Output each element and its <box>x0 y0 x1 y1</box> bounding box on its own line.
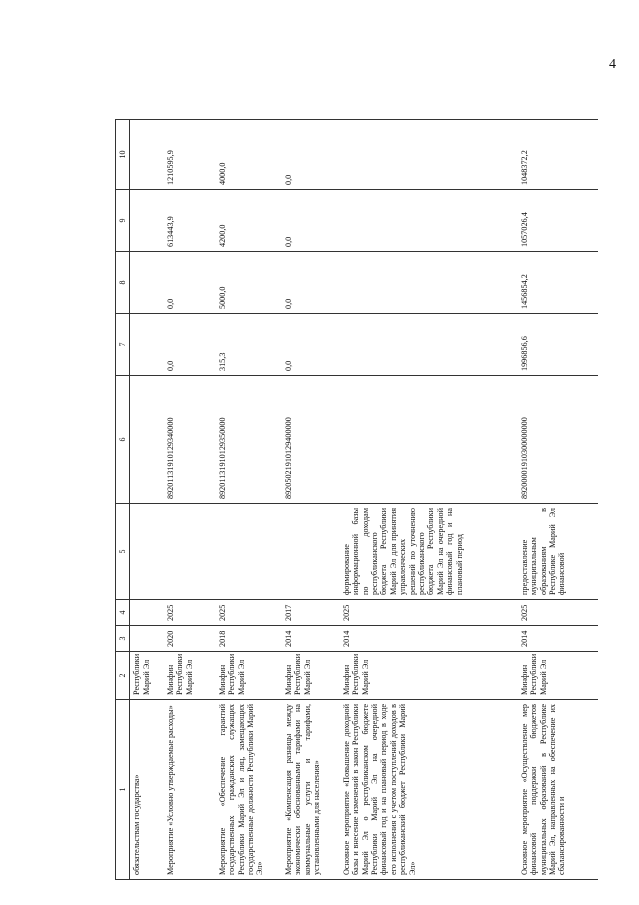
cell-value: 4000,0 <box>216 120 282 190</box>
cell-code: 89205021910129400000 <box>282 376 340 504</box>
column-header: 1 <box>116 700 130 880</box>
cell-result <box>282 504 340 600</box>
cell-result: предоставление муниципальным образованиям в Республике Марий Эл финансовой <box>518 504 598 600</box>
cell-value: 613443,9 <box>164 190 216 252</box>
table-row <box>282 120 340 880</box>
cell-value: 315,3 <box>216 314 282 376</box>
rotated-table-container <box>90 90 639 905</box>
column-header: 7 <box>116 314 130 376</box>
cell-value <box>130 252 164 314</box>
cell-value <box>130 314 164 376</box>
cell-executor: Минфин Республики Марий Эл <box>282 652 340 700</box>
column-header: 9 <box>116 190 130 252</box>
cell-executor: Минфин Республики Марий Эл <box>216 652 282 700</box>
cell-value <box>340 314 518 376</box>
cell-value <box>340 190 518 252</box>
table-row <box>340 120 518 880</box>
page-number: 4 <box>609 57 616 72</box>
cell-executor: Республики Марий Эл <box>130 652 164 700</box>
cell-value <box>130 120 164 190</box>
cell-value: 4200,0 <box>216 190 282 252</box>
cell-value <box>340 120 518 190</box>
column-header: 8 <box>116 252 130 314</box>
cell-start-year: 2014 <box>340 626 518 652</box>
table-row <box>216 120 282 880</box>
column-header: 2 <box>116 652 130 700</box>
cell-value: 1210595,9 <box>164 120 216 190</box>
cell-value: 0,0 <box>282 190 340 252</box>
cell-end-year <box>130 600 164 626</box>
cell-executor: Минфин Республики Марий Эл <box>340 652 518 700</box>
table-row <box>130 120 164 880</box>
cell-value: 5000,0 <box>216 252 282 314</box>
cell-executor: Минфин Республики Марий Эл <box>164 652 216 700</box>
cell-code: 89201131910129350000 <box>216 376 282 504</box>
cell-result <box>216 504 282 600</box>
column-header: 10 <box>116 120 130 190</box>
cell-measure: Основное мероприятие «Осуществление мер финансовой поддержки бюджетов муниципальных образований в Республике Марий Эл, направленных на обеспечение их сбалансированности и <box>518 700 598 880</box>
table-row <box>164 120 216 880</box>
cell-value: 1057026,4 <box>518 190 598 252</box>
cell-value <box>340 252 518 314</box>
column-header: 5 <box>116 504 130 600</box>
budget-table <box>115 119 598 880</box>
cell-start-year: 2018 <box>216 626 282 652</box>
column-header: 3 <box>116 626 130 652</box>
cell-end-year: 2017 <box>282 600 340 626</box>
cell-executor: Минфин Республики Марий Эл <box>518 652 598 700</box>
cell-value: 0,0 <box>282 252 340 314</box>
cell-value: 0,0 <box>282 314 340 376</box>
cell-measure: Основное мероприятие «Повышение доходной базы и внесение изменений в закон Республики Марий Эл о республиканском бюджете Республики Марий Эл на очередной финансовый год и на плановый период в ходе его исполнения с учетом поступлений доходов в республиканский бюджет Республики Марий Эл» <box>340 700 518 880</box>
cell-result: формирование информационной базы по доходам республиканского бюджета Республики Марий Эл для принятия управленческих решений по уточнению республиканского бюджета Республики Марий Эл на очередной финансовый год и на плановый период <box>340 504 518 600</box>
cell-end-year: 2025 <box>216 600 282 626</box>
cell-value: 1456854,2 <box>518 252 598 314</box>
header-row <box>116 120 130 880</box>
table-row <box>518 120 598 880</box>
cell-code <box>340 376 518 504</box>
cell-measure: Мероприятие «Условно утверждаемые расходы» <box>164 700 216 880</box>
cell-start-year <box>130 626 164 652</box>
column-header: 6 <box>116 376 130 504</box>
cell-value <box>130 190 164 252</box>
column-header: 4 <box>116 600 130 626</box>
cell-start-year: 2014 <box>282 626 340 652</box>
cell-value: 0,0 <box>282 120 340 190</box>
cell-value: 1996856,6 <box>518 314 598 376</box>
cell-measure: Мероприятие «Компенсация разницы между экономически обоснованными тарифами на коммунальные услуги и тарифами, установленными для населения» <box>282 700 340 880</box>
cell-value: 0,0 <box>164 314 216 376</box>
cell-result <box>130 504 164 600</box>
cell-start-year: 2014 <box>518 626 598 652</box>
cell-value: 0,0 <box>164 252 216 314</box>
cell-code: 89200001910300000000 <box>518 376 598 504</box>
cell-value: 1048372,2 <box>518 120 598 190</box>
cell-measure: Мероприятие «Обеспечение гарантий государственных гражданских служащих Республики Марий Эл и лиц, замещающих государственные должности Республики Марий Эл» <box>216 700 282 880</box>
cell-code: 89201131910129340000 <box>164 376 216 504</box>
cell-start-year: 2020 <box>164 626 216 652</box>
cell-end-year: 2025 <box>340 600 518 626</box>
cell-result <box>164 504 216 600</box>
cell-measure: обязательствам государства» <box>130 700 164 880</box>
cell-end-year: 2025 <box>518 600 598 626</box>
cell-end-year: 2025 <box>164 600 216 626</box>
cell-code <box>130 376 164 504</box>
